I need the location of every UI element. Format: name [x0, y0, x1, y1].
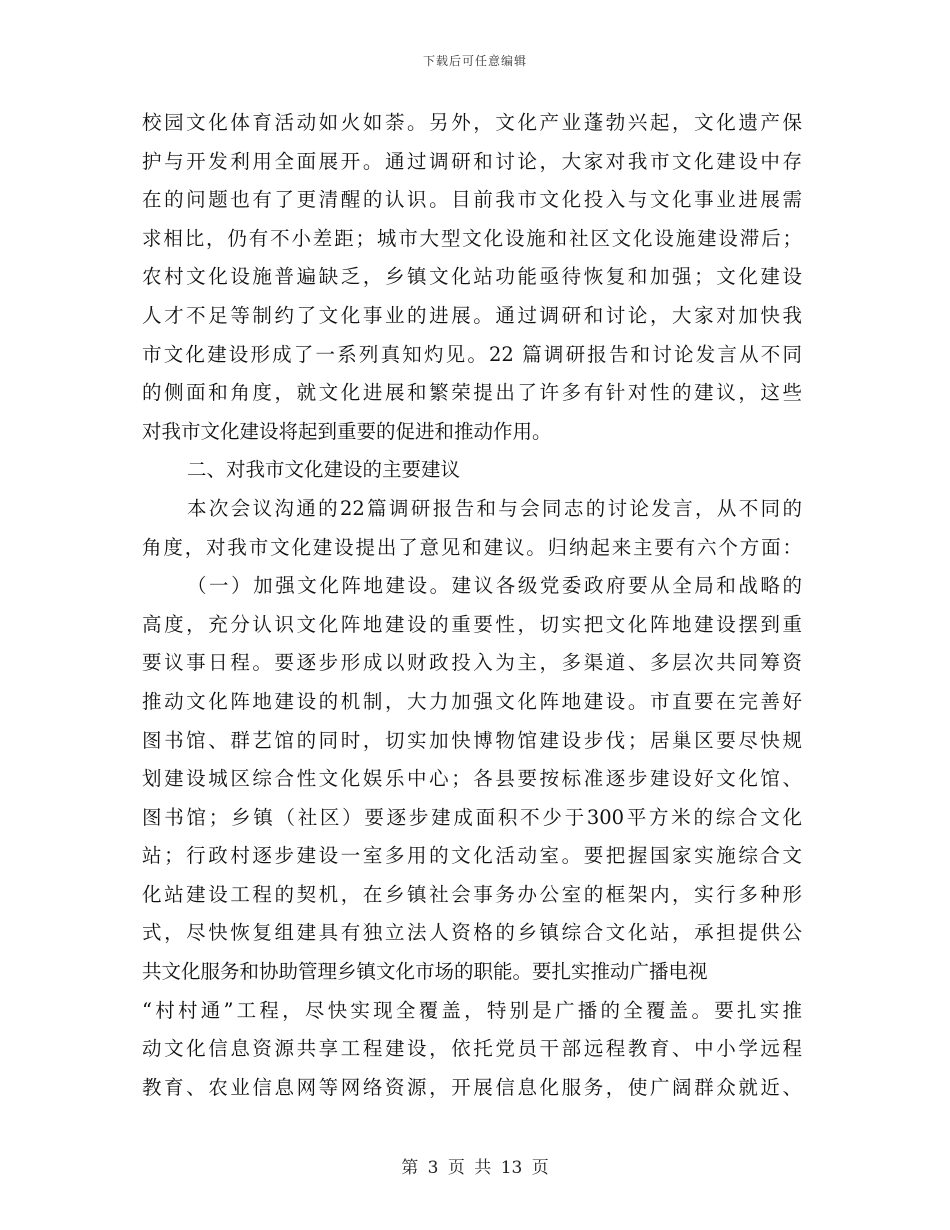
text-line: 二、对我市文化建设的主要建议: [187, 458, 461, 482]
text-line: 人才不足等制约了文化事业的进展。通过调研和讨论，大家对加快我: [142, 303, 802, 327]
page-header-note: 下载后可任意编辑: [422, 54, 527, 68]
text-line: 站；行政村逐步建设一室多用的文化活动室。要把握国家实施综合文: [142, 844, 802, 868]
text-line: 护与开发利用全面展开。通过调研和讨论，大家对我市文化建设中存: [142, 149, 802, 173]
text-line: 共文化服务和协助管理乡镇文化市场的职能。要扎实推动广播电视: [142, 960, 708, 984]
text-line: （一）加强文化阵地建设。建议各级党委政府要从全局和战略的: [187, 574, 802, 598]
page-number: 第 3 页 共 13 页: [401, 1158, 549, 1178]
text-line: 推动文化阵地建设的机制，大力加强文化阵地建设。市直要在完善好: [142, 689, 802, 713]
text-line: 求相比，仍有不小差距；城市大型文化设施和社区文化设施建设滞后；: [142, 226, 802, 250]
text-line: 市文化建设形成了一系列真知灼见。22 篇调研报告和讨论发言从不同: [142, 342, 802, 366]
text-line: 高度，充分认识文化阵地建设的重要性，切实把文化阵地建设摆到重: [142, 612, 802, 636]
text-line: 的侧面和角度，就文化进展和繁荣提出了许多有针对性的建议，这些: [142, 381, 802, 405]
text-line: 要议事日程。要逐步形成以财政投入为主，多渠道、多层次共同筹资: [142, 651, 802, 675]
text-line: 角度，对我市文化建设提出了意见和建议。归纳起来主要有六个方面：: [142, 535, 802, 559]
text-line: 划建设城区综合性文化娱乐中心；各县要按标准逐步建设好文化馆、: [142, 767, 802, 791]
text-line: 图书馆；乡镇（社区）要逐步建成面积不少于300平方米的综合文化: [142, 805, 802, 829]
text-line: 对我市文化建设将起到重要的促进和推动作用。: [142, 419, 552, 443]
text-line: 图书馆、群艺馆的同时，切实加快博物馆建设步伐；居巢区要尽快规: [142, 728, 802, 752]
text-line: 教育、农业信息网等网络资源，开展信息化服务，使广阔群众就近、: [142, 1075, 802, 1099]
text-line: 农村文化设施普遍缺乏，乡镇文化站功能亟待恢复和加强；文化建设: [142, 265, 802, 289]
text-line: 动文化信息资源共享工程建设，依托党员干部远程教育、中小学远程: [142, 1037, 802, 1061]
text-line: 校园文化体育活动如火如荼。另外，文化产业蓬勃兴起，文化遗产保: [142, 111, 802, 134]
document-body: [142, 104, 802, 1107]
text-line: 化站建设工程的契机，在乡镇社会事务办公室的框架内，实行多种形: [142, 882, 802, 906]
text-line: 本次会议沟通的22篇调研报告和与会同志的讨论发言，从不同的: [187, 496, 802, 520]
text-line: 在的问题也有了更清醒的认识。目前我市文化投入与文化事业进展需: [142, 188, 802, 212]
text-line: 式，尽快恢复组建具有独立法人资格的乡镇综合文化站，承担提供公: [142, 921, 802, 945]
text-line: “村村通”工程，尽快实现全覆盖，特别是广播的全覆盖。要扎实推: [142, 998, 802, 1022]
